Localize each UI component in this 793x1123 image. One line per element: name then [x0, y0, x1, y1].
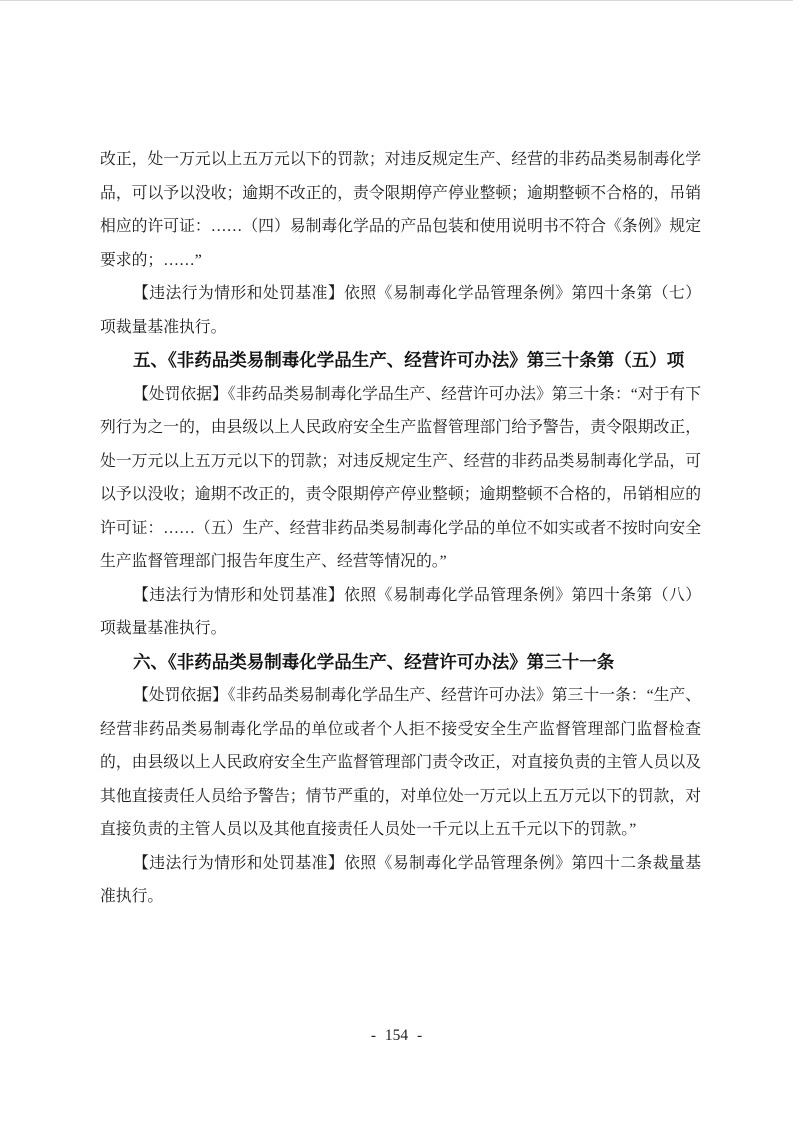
page-number: - 154 - — [370, 1027, 423, 1044]
page-footer — [0, 1027, 793, 1045]
violation-penalty-standard-paragraph: 【违法行为情形和处罚基准】依照《易制毒化学品管理条例》第四十条第（八）项裁量基准执行。 — [100, 586, 701, 637]
violation-penalty-standard-paragraph: 【违法行为情形和处罚基准】依照《易制毒化学品管理条例》第四十条第（七）项裁量基准执行。 — [100, 285, 701, 336]
section-heading-five: 五、《非药品类易制毒化学品生产、经营许可办法》第三十条第（五）项 — [133, 350, 685, 370]
section-heading-six: 六、《非药品类易制毒化学品生产、经营许可办法》第三十一条 — [133, 651, 615, 672]
violation-penalty-standard-paragraph: 【违法行为情形和处罚基准】依照《易制毒化学品管理条例》第四十二条裁量基准执行。 — [100, 854, 701, 905]
penalty-basis-paragraph: 【处罚依据】《非药品类易制毒化学品生产、经营许可办法》第三十一条：“生产、经营非药品类易制毒化学品的单位或者个人拒不接受安全生产监督管理部门监督检查的，由县级以上人民政府安全生产监督管理部门责令改正，对直接负责的主管人员以及其他直接责任人员给予警告；情节严重的，对单位处一万元以上五万元以下的罚款，对直接负责的主管人员以及其他直接责任人员处一千元以上五千元以下的罚款。” — [100, 687, 701, 838]
continued-quote-paragraph: 改正，处一万元以上五万元以下的罚款；对违反规定生产、经营的非药品类易制毒化学品，可以予以没收；逾期不改正的，责令限期停产停业整顿；逾期整顿不合格的，吊销相应的许可证：……（四）易制毒化学品的产品包装和使用说明书不符合《条例》规定要求的；……” — [100, 151, 701, 269]
penalty-basis-paragraph: 【处罚依据】《非药品类易制毒化学品生产、经营许可办法》第三十条：“对于有下列行为之一的，由县级以上人民政府安全生产监督管理部门给予警告，责令限期改正，处一万元以上五万元以下的罚款；对违反规定生产、经营的非药品类易制毒化学品，可以予以没收；逾期不改正的，责令限期停产停业整顿；逾期整顿不合格的，吊销相应的许可证：……（五）生产、经营非药品类易制毒化学品的单位不如实或者不按时向安全生产监督管理部门报告年度生产、经营等情况的。” — [100, 385, 701, 570]
document-body — [100, 143, 701, 914]
